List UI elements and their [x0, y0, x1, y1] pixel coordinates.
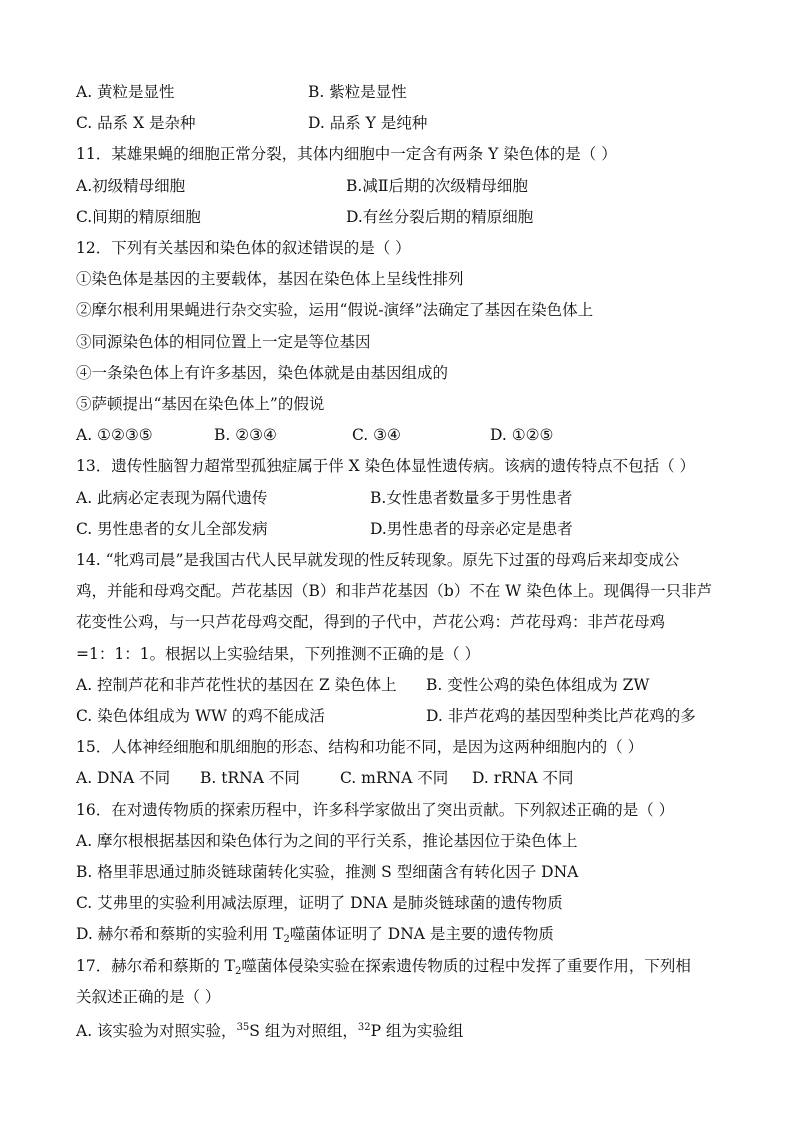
q16-stem: 16．在对遗传物质的探索历程中，许多科学家做出了突出贡献。下列叙述正确的是（ ） [76, 801, 675, 819]
q16-option-d [76, 924, 554, 944]
q12-option-a: A. ①②③⑤ [76, 426, 153, 444]
q12-statement-5: ⑤萨顿提出“基因在染色体上”的假说 [76, 395, 325, 413]
q17-stem-text-1: 17．赫尔希和蔡斯的 T [76, 957, 235, 975]
q14-option-b: B. 变性公鸡的染色体组成为 ZW [426, 676, 650, 694]
q11-option-d: D.有丝分裂后期的精原细胞 [346, 208, 534, 226]
q10-option-c: C. 品系 X 是杂种 [76, 114, 196, 132]
q11-stem: 11．某雄果蝇的细胞正常分裂，其体内细胞中一定含有两条 Y 染色体的是（ ） [76, 145, 617, 163]
q15-option-d: D. rRNA 不同 [472, 769, 574, 787]
q12-statement-3: ③同源染色体的相同位置上一定是等位基因 [76, 333, 371, 351]
q17-option-a-text-3: P 组为实验组 [370, 1022, 464, 1040]
q15-options-row [76, 768, 736, 788]
q16-option-d-text-1: D. 赫尔希和蔡斯的实验利用 T [76, 925, 284, 943]
q14-stem-line-3: 花变性公鸡，与一只芦花母鸡交配，得到的子代中，芦花公鸡：芦花母鸡：非芦花母鸡 [76, 613, 666, 631]
q13-option-d: D.男性患者的母亲必定是患者 [370, 520, 573, 538]
q15-option-a: A. DNA 不同 [76, 769, 171, 787]
q15-stem: 15．人体神经细胞和肌细胞的形态、结构和功能不同，是因为这两种细胞内的（ ） [76, 738, 644, 756]
q14-options-row-1 [76, 675, 736, 695]
q11-option-b: B.减Ⅱ后期的次级精母细胞 [346, 177, 528, 195]
q12-stem: 12．下列有关基因和染色体的叙述错误的是（ ） [76, 239, 411, 257]
q16-option-a: A. 摩尔根根据基因和染色体行为之间的平行关系，推论基因位于染色体上 [76, 832, 578, 850]
q12-option-d: D. ①②⑤ [490, 426, 554, 444]
q10-option-b: B. 紫粒是显性 [308, 83, 407, 101]
q10-options-row-2 [76, 113, 736, 133]
q13-option-c: C. 男性患者的女儿全部发病 [76, 520, 268, 538]
q16-option-b: B. 格里菲思通过肺炎链球菌转化实验，推测 S 型细菌含有转化因子 DNA [76, 863, 579, 881]
q16-option-d-text-2: 噬菌体证明了 DNA 是主要的遗传物质 [289, 925, 554, 943]
q12-option-c: C. ③④ [352, 426, 401, 444]
q17-option-a [76, 1018, 463, 1038]
q17-option-a-sup-1: 35 [236, 1022, 250, 1033]
q11-option-c: C.间期的精原细胞 [76, 208, 201, 226]
q11-options-row-1 [76, 176, 736, 196]
q16-option-d-subscript: 2 [283, 934, 290, 945]
q15-option-c: C. mRNA 不同 [340, 769, 449, 787]
q12-statement-4: ④一条染色体上有许多基因，染色体就是由基因组成的 [76, 364, 449, 382]
q14-stem-line-2: 鸡，并能和母鸡交配。芦花基因（B）和非芦花基因（b）不在 W 染色体上。现偶得一只非芦 [76, 582, 713, 600]
q17-stem-text-2: 噬菌体侵染实验在探索遗传物质的过程中发挥了重要作用，下列相 [241, 957, 691, 975]
q17-option-a-sup-2: 32 [357, 1022, 371, 1033]
q13-options-row-2 [76, 519, 736, 539]
q12-options-row [76, 425, 736, 445]
q17-option-a-text-2: S 组为对照组， [249, 1022, 358, 1040]
q14-option-d: D. 非芦花鸡的基因型种类比芦花鸡的多 [426, 707, 696, 725]
q16-option-c: C. 艾弗里的实验利用减法原理，证明了 DNA 是肺炎链球菌的遗传物质 [76, 894, 563, 912]
q14-stem-line-4: =1：1：1。根据以上实验结果，下列推测不正确的是（ ） [76, 645, 481, 663]
q11-option-a: A.初级精母细胞 [76, 177, 186, 195]
q14-options-row-2 [76, 706, 736, 726]
q15-option-b: B. tRNA 不同 [200, 769, 300, 787]
q13-options-row-1 [76, 488, 736, 508]
q11-options-row-2 [76, 207, 736, 227]
q17-option-a-text-1: A. 该实验为对照实验， [76, 1022, 237, 1040]
q12-option-b: B. ②③④ [214, 426, 277, 444]
q10-option-d: D. 品系 Y 是纯种 [308, 114, 428, 132]
q14-option-c: C. 染色体组成为 WW 的鸡不能成活 [76, 707, 325, 725]
q13-option-b: B.女性患者数量多于男性患者 [370, 489, 573, 507]
q17-stem-line-1 [76, 956, 691, 976]
q10-option-a: A. 黄粒是显性 [76, 83, 175, 101]
q14-option-a: A. 控制芦花和非芦花性状的基因在 Z 染色体上 [76, 676, 397, 694]
q14-stem-line-1: 14. “牝鸡司晨”是我国古代人民早就发现的性反转现象。原先下过蛋的母鸡后来却变成公 [76, 551, 680, 569]
q10-options-row-1 [76, 82, 736, 102]
q12-statement-1: ①染色体是基因的主要载体，基因在染色体上呈线性排列 [76, 270, 464, 288]
q17-stem-line-2: 关叙述正确的是（ ） [76, 988, 221, 1006]
q17-stem-subscript: 2 [235, 966, 242, 977]
q12-statement-2: ②摩尔根利用果蝇进行杂交实验，运用“假说-演绎”法确定了基因在染色体上 [76, 301, 594, 319]
q13-stem: 13．遗传性脑智力超常型孤独症属于伴 X 染色体显性遗传病。该病的遗传特点不包括（ ） [76, 457, 696, 475]
q13-option-a: A. 此病必定表现为隔代遗传 [76, 489, 268, 507]
